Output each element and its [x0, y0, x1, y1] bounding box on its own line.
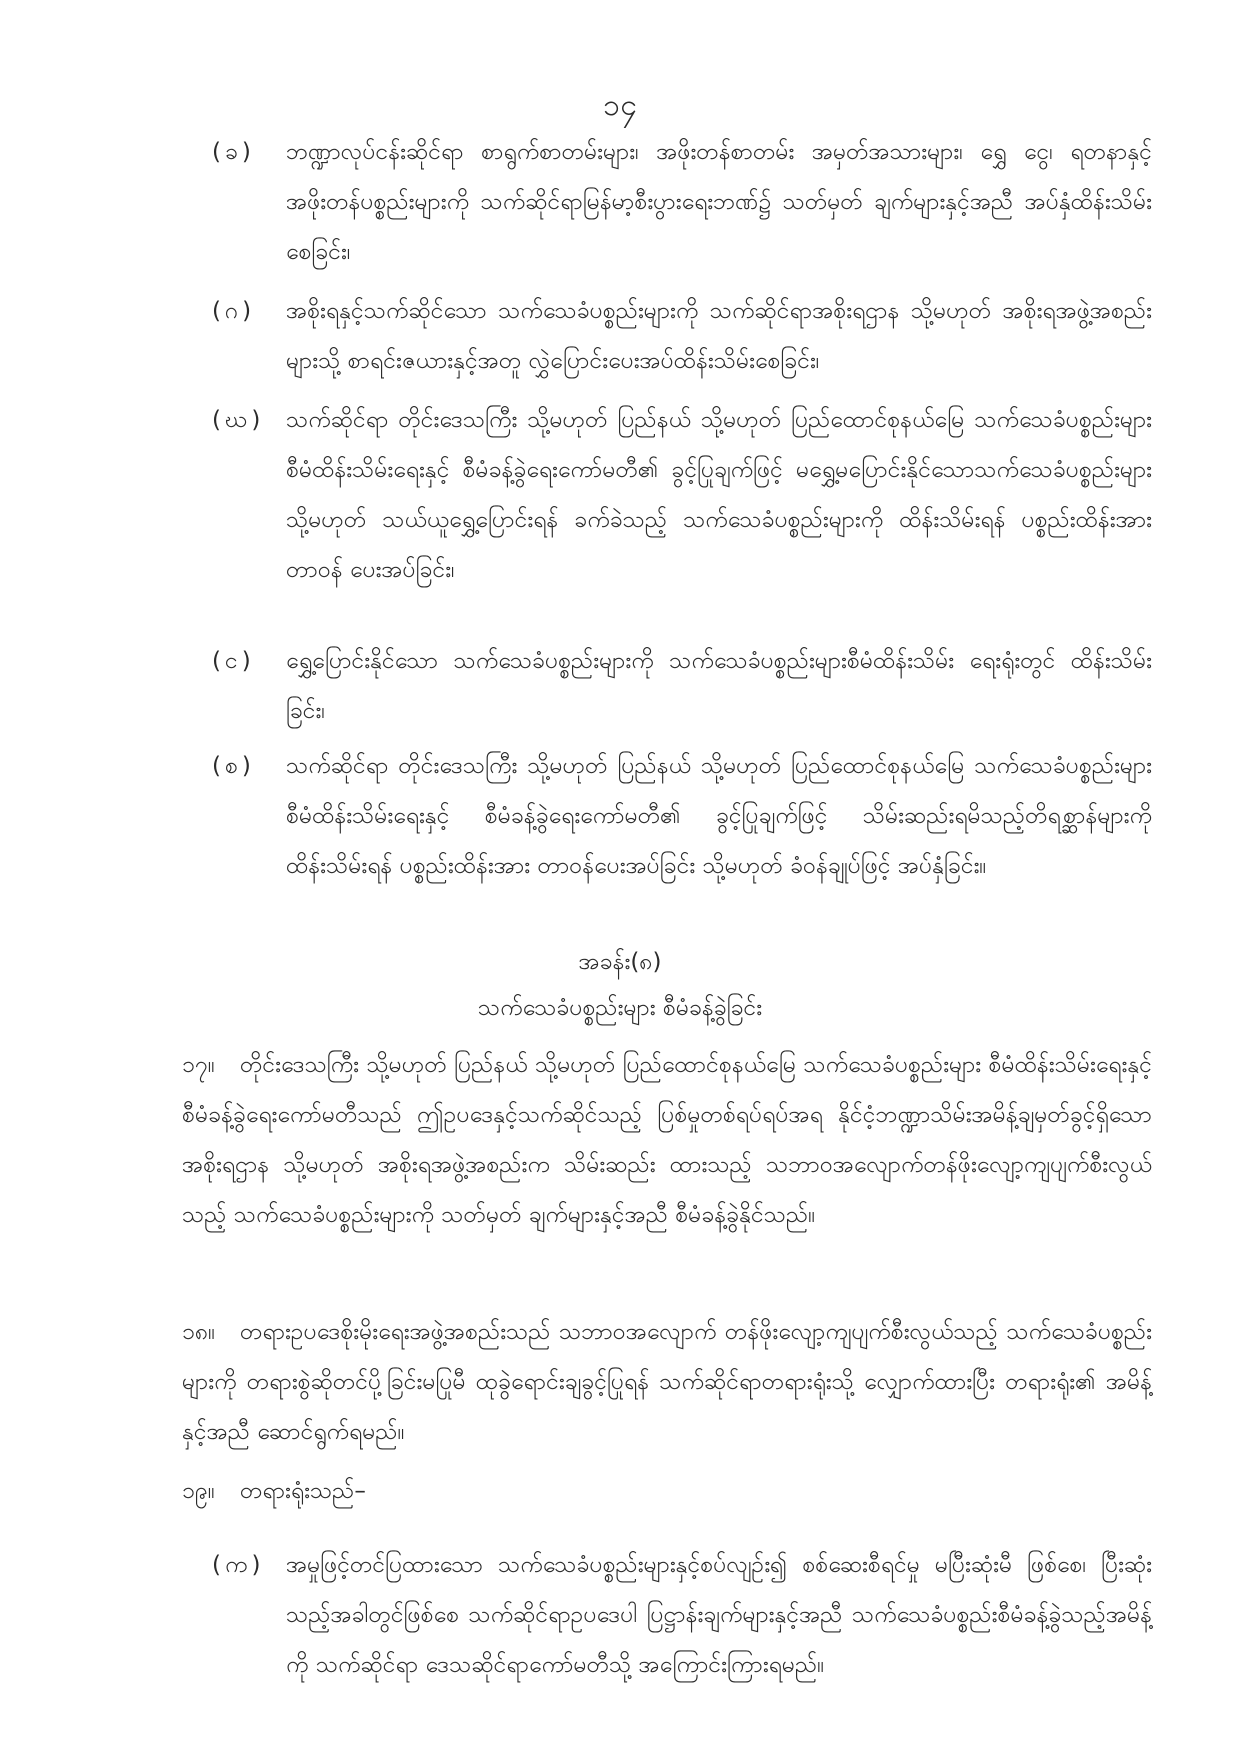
- item-text: သက်ဆိုင်ရာ တိုင်းဒေသကြီး သို့မဟုတ် ပြည်နယ် သို့မဟုတ် ပြည်ထောင်စုနယ်မြေ သက်သေခံပစ္စည်းများစီမံထိန်းသိမ်းရေးနှင့် စီမံခန့်ခွဲရေးကော်မတီ၏ ခွင့်ပြုချက်ဖြင့် သိမ်းဆည်းရမိသည့်တိရစ္ဆာန်များကို ထိန်းသိမ်းရန် ပစ္စည်းထိန်းအား တာဝန်ပေးအပ်ခြင်း သို့မဟုတ် ခံဝန်ချုပ်ဖြင့် အပ်နှံခြင်း။: [286, 753, 1152, 879]
- chapter-subtitle: သက်သေခံပစ္စည်းများ စီမံခန့်ခွဲခြင်း: [477, 995, 763, 1021]
- item-text: ဘဏ္ဍာလုပ်ငန်းဆိုင်ရာ စာရွက်စာတမ်းများ၊ အဖိုးတန်စာတမ်း အမှတ်အသားများ၊ ရွှေ ငွေ၊ ရတနာနှင့် အဖိုးတန်ပစ္စည်းများကို သက်ဆိုင်ရာမြန်မာ့စီးပွားရေးဘဏ်၌ သတ်မှတ် ချက်များနှင့်အညီ အပ်နှံထိန်းသိမ်းစေခြင်း၊: [286, 139, 1152, 265]
- item-label: (ခ): [212, 139, 255, 165]
- section-paragraph: [182, 1307, 1152, 1457]
- item-label: (င): [212, 648, 255, 674]
- item-text: အမှုဖြင့်တင်ပြထားသော သက်သေခံပစ္စည်းများနှင့်စပ်လျဉ်း၍ စစ်ဆေးစီရင်မှု မပြီးဆုံးမီ ဖြစ်စေ၊ ပြီးဆုံးသည့်အခါတွင်ဖြစ်စေ သက်ဆိုင်ရာဥပဒေပါ ပြဋ္ဌာန်းချက်များနှင့်အညီ သက်သေခံပစ္စည်းစီမံခန့်ခွဲသည့်အမိန့်ကို သက်ဆိုင်ရာ ဒေသဆိုင်ရာကော်မတီသို့ အကြောင်းကြားရမည်။: [286, 1552, 1152, 1678]
- section-number: ၁၉။: [182, 1478, 215, 1504]
- list-item: [212, 636, 1152, 736]
- section-paragraph: [182, 1466, 1152, 1516]
- section-number: ၁၈။: [182, 1319, 216, 1345]
- list-item: [212, 395, 1152, 595]
- section-number: ၁၇။: [182, 1052, 215, 1078]
- item-text: သက်ဆိုင်ရာ တိုင်းဒေသကြီး သို့မဟုတ် ပြည်နယ် သို့မဟုတ် ပြည်ထောင်စုနယ်မြေ သက်သေခံပစ္စည်းများ စီမံထိန်းသိမ်းရေးနှင့် စီမံခန့်ခွဲရေးကော်မတီ၏ ခွင့်ပြုချက်ဖြင့် မရွှေ့မပြောင်းနိုင်သောသက်သေခံပစ္စည်းများ သို့မဟုတ် သယ်ယူရွှေ့ပြောင်းရန် ခက်ခဲသည့် သက်သေခံပစ္စည်းများကို ထိန်းသိမ်းရန် ပစ္စည်းထိန်းအား တာဝန် ပေးအပ်ခြင်း၊: [286, 407, 1152, 583]
- section-text: တရားဥပဒေစိုးမိုးရေးအဖွဲ့အစည်းသည် သဘာဝအလျောက် တန်ဖိုးလျော့ကျပျက်စီးလွယ်သည့် သက်သေခံပစ္စည်းများကို တရားစွဲဆိုတင်ပို့ခြင်းမပြုမီ ထုခွဲရောင်းချခွင့်ပြုရန် သက်ဆိုင်ရာတရားရုံးသို့ လျှောက်ထားပြီး တရားရုံး၏ အမိန့်နှင့်အညီ ဆောင်ရွက်ရမည်။: [182, 1319, 1152, 1445]
- page-number: ၁၄: [603, 88, 637, 123]
- chapter-title: အခန်း(၈): [578, 949, 662, 975]
- list-item: [212, 286, 1152, 386]
- section-text: တရားရုံးသည်–: [240, 1478, 366, 1504]
- item-label: (ဃ): [212, 407, 265, 433]
- list-item: [212, 741, 1152, 891]
- list-item: [212, 1540, 1152, 1690]
- item-label: (စ): [212, 753, 255, 779]
- list-item: [212, 127, 1152, 277]
- section-paragraph: [182, 1040, 1152, 1240]
- item-label: (ဂ): [212, 298, 256, 324]
- item-text: အစိုးရနှင့်သက်ဆိုင်သော သက်သေခံပစ္စည်းများကို သက်ဆိုင်ရာအစိုးရဌာန သို့မဟုတ် အစိုးရအဖွဲ့အစည်းများသို့ စာရင်းဇယားနှင့်အတူ လွှဲပြောင်းပေးအပ်ထိန်းသိမ်းစေခြင်း၊: [286, 298, 1152, 374]
- section-text: တိုင်းဒေသကြီး သို့မဟုတ် ပြည်နယ် သို့မဟုတ် ပြည်ထောင်စုနယ်မြေ သက်သေခံပစ္စည်းများ စီမံထိန်းသိမ်းရေးနှင့် စီမံခန့်ခွဲရေးကော်မတီသည် ဤဥပဒေနှင့်သက်ဆိုင်သည့် ပြစ်မှုတစ်ရပ်ရပ်အရ နိုင်ငံ့ဘဏ္ဍာသိမ်းအမိန့်ချမှတ်ခွင့်ရှိသော အစိုးရဌာန သို့မဟုတ် အစိုးရအဖွဲ့အစည်းက သိမ်းဆည်း ထားသည့် သဘာဝအလျောက်တန်ဖိုးလျော့ကျပျက်စီးလွယ်သည့် သက်သေခံပစ္စည်းများကို သတ်မှတ် ချက်များနှင့်အညီ စီမံခန့်ခွဲနိုင်သည်။: [182, 1052, 1152, 1228]
- item-text: ရွှေ့ပြောင်းနိုင်သော သက်သေခံပစ္စည်းများကို သက်သေခံပစ္စည်းများစီမံထိန်းသိမ်း ရေးရုံးတွင် ထိန်းသိမ်းခြင်း၊: [286, 648, 1152, 724]
- item-label: (က): [212, 1552, 265, 1578]
